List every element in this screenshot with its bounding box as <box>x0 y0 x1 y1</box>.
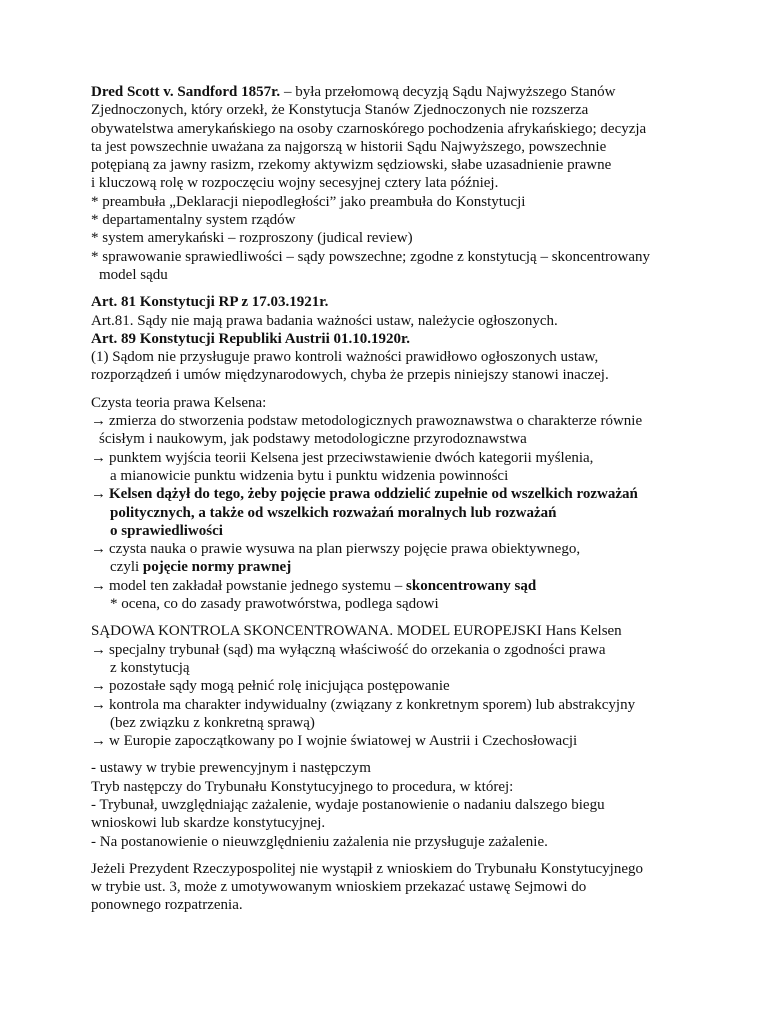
spacer <box>91 750 688 759</box>
dred-scott-line-4: ta jest powszechnie uważana za najgorszą w historii Sądu Najwyższego, powszechnie <box>91 138 607 155</box>
euro-item-1-line-2: z konstytucją <box>110 659 190 676</box>
arrow-icon: → <box>91 577 106 594</box>
bullet-justice-line-1: * sprawowanie sprawiedliwości – sądy powszechne; zgodne z konstytucją – skoncentrowany <box>91 248 651 265</box>
tribunal-line-5: - Na postanowienie o nieuwzględnieniu zażalenia nie przysługuje zażalenie. <box>91 833 548 850</box>
tribunal-line-2: Tryb następczy do Trybunału Konstytucyjnego to procedura, w której: <box>91 778 514 795</box>
euro-item-2-text: pozostałe sądy mogą pełnić rolę inicjująca postępowanie <box>109 678 450 695</box>
kelsen-item-2-line-2: a mianowicie punktu widzenia bytu i punktu widzenia powinności <box>110 467 509 484</box>
arrow-icon: → <box>91 678 106 695</box>
bullet-departmental: * departamentalny system rządów <box>91 212 296 229</box>
art89-heading: Art. 89 Konstytucji Republiki Austrii 01.10.1920r. <box>91 330 411 347</box>
kelsen-item-3-text: Kelsen dążył do tego, żeby pojęcie prawa oddzielić zupełnie od wszelkich rozważań <box>109 486 638 503</box>
dred-scott-line-3: obywatelstwa amerykańskiego na osoby czarnoskórego pochodzenia afrykańskiego; decyzja <box>91 120 647 137</box>
art81-heading: Art. 81 Konstytucji RP z 17.03.1921r. <box>91 294 329 311</box>
bullet-american-system: * system amerykański – rozproszony (judical review) <box>91 230 413 247</box>
kelsen-item-5-text: model ten zakładał powstanie jednego systemu – <box>109 577 407 594</box>
arrow-icon: → <box>91 641 106 658</box>
spacer <box>91 851 688 860</box>
euro-item-2 <box>91 677 688 695</box>
kelsen-item-1-text: zmierza do stworzenia podstaw metodologicznych prawoznawstwa o charakterze równie <box>109 413 643 430</box>
euro-item-1-text: specjalny trybunał (sąd) ma wyłączną właściwość do orzekania o zgodności prawa <box>109 641 606 658</box>
arrow-icon: → <box>91 696 106 713</box>
kelsen-item-4-bold: pojęcie normy prawnej <box>142 559 292 576</box>
dred-scott-line-6: i kluczową rolę w rozpoczęciu wojny secesyjnej cztery lata później. <box>91 175 499 192</box>
art81-text: Art.81. Sądy nie mają prawa badania ważności ustaw, należycie ogłoszonych. <box>91 312 558 329</box>
kelsen-item-3-line-1 <box>91 485 688 503</box>
bullet-preamble: * preambuła „Deklaracji niepodległości” jako preambuła do Konstytucji <box>91 193 526 210</box>
dred-scott-title: Dred Scott v. Sandford 1857r. <box>91 84 281 100</box>
arrow-icon: → <box>91 541 106 558</box>
dred-scott-line-2: Zjednoczonych, który orzekł, że Konstytucja Stanów Zjednoczonych nie rozszerza <box>91 102 589 119</box>
kelsen-item-5-line-2: * ocena, co do zasady prawotwórstwa, podlega sądowi <box>110 596 439 613</box>
euro-item-1-line-1 <box>91 641 688 659</box>
spacer <box>91 385 688 394</box>
euro-item-4 <box>91 732 688 750</box>
euro-item-3-line-1 <box>91 696 688 714</box>
arrow-icon: → <box>91 449 106 466</box>
arrow-icon: → <box>91 486 106 503</box>
spacer <box>91 284 688 293</box>
kelsen-item-3-line-2: politycznych, a także od wszelkich rozważań moralnych lub rozważań <box>110 504 557 521</box>
kelsen-item-1-line-2: ścisłym i naukowym, jak podstawy metodologiczne przyrodoznawstwa <box>99 431 527 448</box>
president-line-1: Jeżeli Prezydent Rzeczypospolitej nie wystąpił z wnioskiem do Trybunału Konstytucyjnego <box>91 860 643 877</box>
kelsen-item-4-line-1 <box>91 540 688 558</box>
kelsen-item-2-line-1 <box>91 449 688 467</box>
kelsen-item-4-line-2 <box>91 558 688 576</box>
kelsen-item-3-line-3: o sprawiedliwości <box>110 522 223 539</box>
dred-scott-line-1 <box>91 83 688 101</box>
tribunal-line-3: - Trybunał, uwzględniając zażalenie, wydaje postanowienie o nadaniu dalszego biegu <box>91 796 605 813</box>
kelsen-item-2-text: punktem wyjścia teorii Kelsena jest przeciwstawienie dwóch kategorii myślenia, <box>109 449 594 466</box>
president-line-2: w trybie ust. 3, może z umotywowanym wnioskiem przekazać ustawę Sejmowi do <box>91 879 587 896</box>
art89-text-line-2: rozporządzeń i umów międzynarodowych, chyba że przepis niniejszy stanowi inaczej. <box>91 367 609 384</box>
kelsen-heading: Czysta teoria prawa Kelsena: <box>91 394 267 411</box>
kelsen-item-1-line-1 <box>91 412 688 430</box>
euro-item-3-line-2: (bez związku z konkretną sprawą) <box>110 714 315 731</box>
arrow-icon: → <box>91 413 106 430</box>
kelsen-item-4-prefix: czyli <box>110 559 143 576</box>
tribunal-line-4: wnioskowi lub skardze konstytucyjnej. <box>91 815 326 832</box>
kelsen-item-5-line-1 <box>91 577 688 595</box>
bullet-justice-line-2: model sądu <box>99 266 168 283</box>
european-model-heading: SĄDOWA KONTROLA SKONCENTROWANA. MODEL EUROPEJSKI Hans Kelsen <box>91 623 622 640</box>
art89-text-line-1: (1) Sądom nie przysługuje prawo kontroli ważności prawidłowo ogłoszonych ustaw, <box>91 349 599 366</box>
euro-item-4-text: w Europie zapoczątkowany po I wojnie światowej w Austrii i Czechosłowacji <box>109 733 578 750</box>
euro-item-3-text: kontrola ma charakter indywidualny (związany z konkretnym sporem) lub abstrakcyjny <box>109 696 636 713</box>
dred-scott-text: – była przełomową decyzją Sądu Najwyższego Stanów <box>280 84 616 100</box>
dred-scott-line-5: potępianą za jawny rasizm, rzekomy aktywizm sędziowski, słabe uzasadnienie prawne <box>91 157 612 174</box>
tribunal-line-1: - ustawy w trybie prewencyjnym i następczym <box>91 760 371 777</box>
spacer <box>91 613 688 622</box>
arrow-icon: → <box>91 733 106 750</box>
kelsen-item-4-text: czysta nauka o prawie wysuwa na plan pierwszy pojęcie prawa obiektywnego, <box>109 541 581 558</box>
kelsen-item-5-bold: skoncentrowany sąd <box>406 577 537 594</box>
president-line-3: ponownego rozpatrzenia. <box>91 897 243 914</box>
